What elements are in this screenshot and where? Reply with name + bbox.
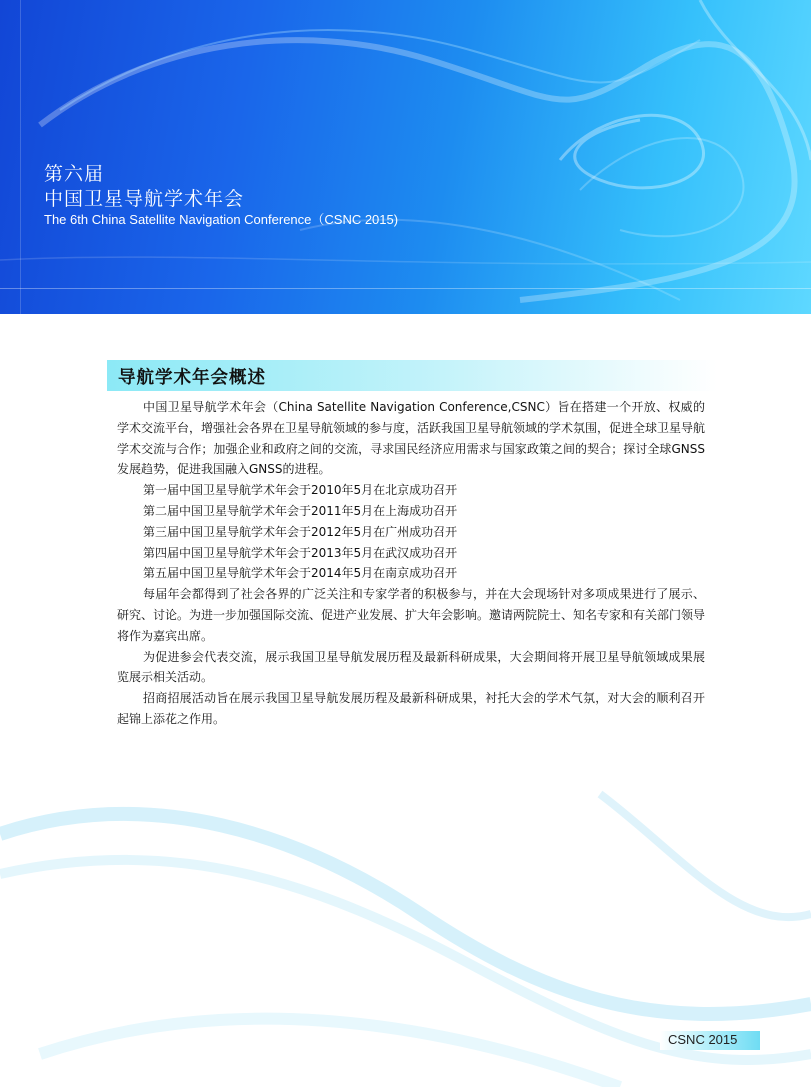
section-heading-band [107,360,717,391]
history-item: 第一届中国卫星导航学术年会于2010年5月在北京成功召开 [143,483,458,498]
paragraph: 中国卫星导航学术年会（China Satellite Navigation Conference,CSNC）旨在搭建一个开放、权威的学术交流平台，增强社会各界在卫星导航领域的参与度，活跃我国卫星导航领域的学术氛围，促进全球卫星导航学术交流与合作；加强企业和政府之间的交流，寻求国民经济应用需求与国家政策之间的契合；探讨全球GNSS发展趋势，促进我国融入GNSS的进程。 [117,400,706,477]
conference-title-cn: 中国卫星导航学术年会 [44,188,245,210]
conference-title-en: The 6th China Satellite Navigation Conference（CSNC 2015) [44,212,399,227]
overview-text [117,397,705,730]
banner-vertical-line [20,0,21,314]
paragraph: 每届年会都得到了社会各界的广泛关注和专家学者的积极参与，并在大会现场针对多项成果进行了展示、研究、讨论。为进一步加强国际交流、促进产业发展、扩大年会影响。邀请两院院士、知名专家和有关部门领导将作为嘉宾出席。 [117,587,706,643]
history-item: 第三届中国卫星导航学术年会于2012年5月在广州成功召开 [143,524,458,539]
banner-divider [0,288,811,289]
history-item: 第五届中国卫星导航学术年会于2014年5月在南京成功召开 [143,566,458,581]
header-banner [0,0,811,314]
paragraph: 为促进参会代表交流，展示我国卫星导航发展历程及最新科研成果，大会期间将开展卫星导航领域成果展览展示相关活动。 [117,649,705,685]
section-heading: 导航学术年会概述 [118,368,266,388]
history-item: 第四届中国卫星导航学术年会于2013年5月在武汉成功召开 [143,545,458,560]
footer-tab [660,1031,760,1050]
edition-title: 第六届 [44,163,105,185]
swirl-decoration [0,0,811,314]
paragraph: 招商招展活动旨在展示我国卫星导航发展历程及最新科研成果，衬托大会的学术气氛，对大会的顺利召开起锦上添花之作用。 [117,691,705,726]
footer-label: CSNC 2015 [668,1032,738,1047]
history-item: 第二届中国卫星导航学术年会于2011年5月在上海成功召开 [143,503,458,518]
